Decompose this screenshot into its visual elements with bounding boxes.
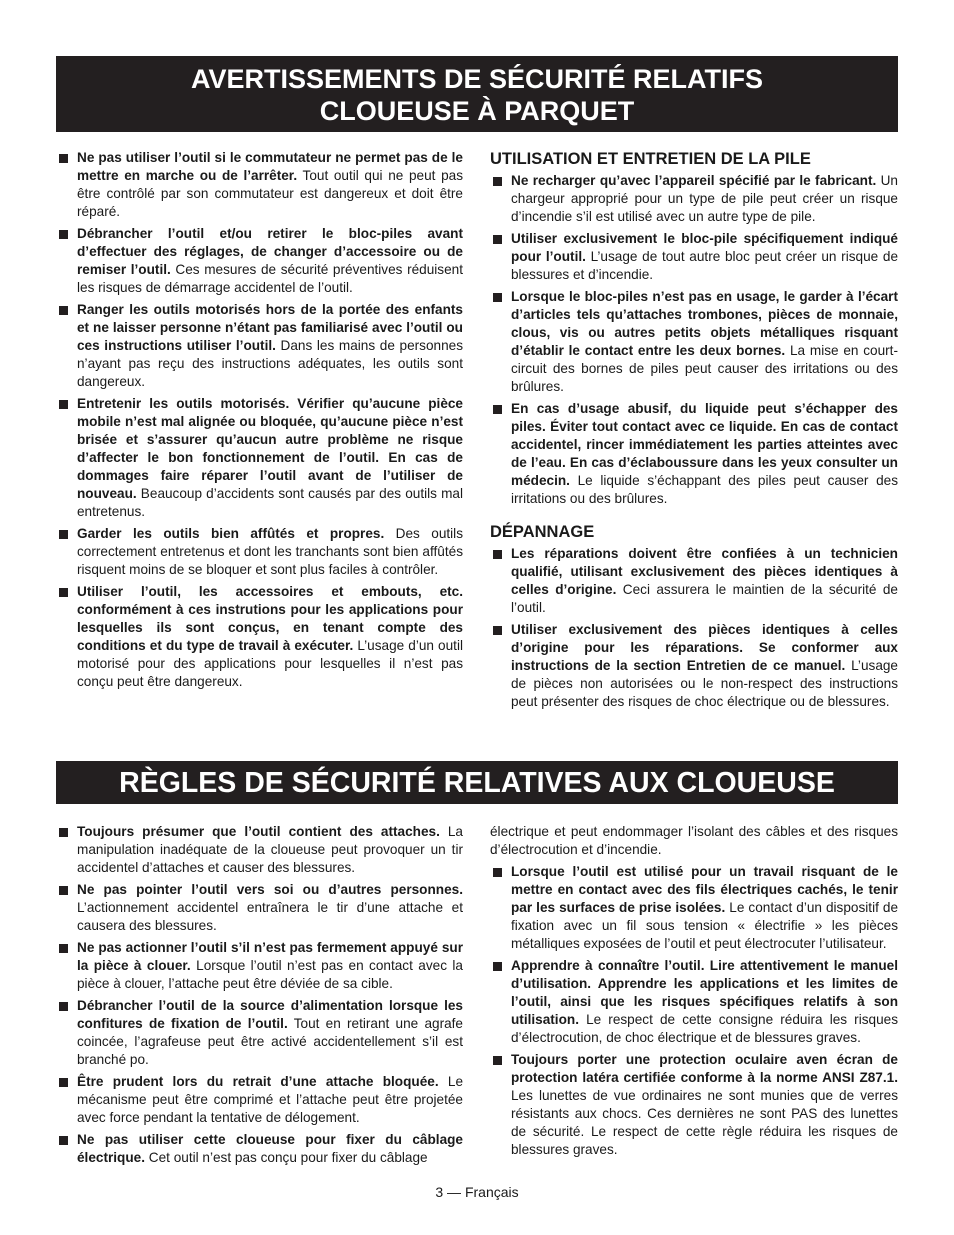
list-item — [56, 939, 463, 993]
item-text: Des outils correctement entretenus et dont les tranchants sont bien affûtés risquent moins de se bloquer et sont plus faciles à contrôler. — [77, 526, 464, 577]
item-bold: Les réparations doivent être confiées à un technicien qualifié, utilisant exclusivement des pièces identiques à celles d’origine. — [511, 546, 898, 597]
item-bold: Lorsque le bloc-piles n’est pas en usage, le garder à l’écart d’articles tels qu’attaches trombones, pièces de monnaie, clous, vis ou autres petits objets métalliques risquant d’établir le contact entre les deux bornes. — [511, 289, 898, 358]
list-item — [56, 149, 463, 221]
section-heading-service: DÉPANNAGE — [490, 523, 595, 541]
item-text: Dans les mains de personnes n’ayant pas reçu des instructions adéquates, les outils sont dangereux. — [77, 338, 463, 389]
item-text: Ceci assurera le maintien de la sécurité de l’outil. — [511, 582, 898, 615]
item-bold: Ne pas utiliser l’outil si le commutateur ne permet pas de le mettre en marche ou de l’arrêter. — [77, 150, 463, 183]
item-text: Les lunettes de vue ordinaires ne sont munies que de verres résistants aux chocs. Ces dernières ne sont PAS des lunettes de sécurité. Le respect de cette règle réduira les risques de blessures graves. — [511, 1088, 898, 1157]
item-text: Le liquide s’échappant des piles peut causer des irritations ou des brûlures. — [511, 473, 898, 506]
banner-title: RÈGLES DE SÉCURITÉ RELATIVES AUX CLOUEUSE — [119, 767, 835, 799]
list-item — [490, 957, 898, 1047]
column-nailer-rules-left — [56, 823, 463, 1171]
list-item — [490, 230, 898, 284]
banner-title-line2: CLOUEUSE À PARQUET — [319, 96, 635, 126]
item-bold: Lorsque l’outil est utilisé pour un travail risquant de le mettre en contact avec des fils électriques cachés, le tenir par les surfaces de prise isolées. — [511, 864, 898, 915]
list-item — [56, 583, 463, 691]
item-text: Le contact d’un dispositif de fixation avec un fil sous tension « électrifie » les pièces métalliques exposées de l’outil et peut électrocuter l’utilisateur. — [511, 900, 899, 951]
list-item — [56, 225, 463, 297]
item-text: L’usage de tout autre bloc peut créer un risque de blessures et d’incendie. — [511, 249, 898, 282]
item-bold: Ne pas actionner l’outil s’il n’est pas fermement appuyé sur la pièce à clouer. — [77, 940, 463, 973]
item-bold: Ranger les outils motorisés hors de la portée des enfants et ne laisser personne n’étant pas familiarisé avec l’outil ou ces instructions utiliser l’outil. — [77, 302, 463, 353]
list-item — [56, 881, 463, 935]
item-bold: Ne pas utiliser cette cloueuse pour fixer du câblage électrique. — [77, 1132, 463, 1165]
item-bold: Utiliser l’outil, les accessoires et embouts, etc. conformément à ces instrutions pour les applications pour lesquelles ils sont conçus, en tenant compte des conditions et du type de travail à exécuter. — [77, 584, 463, 653]
item-text: L’usage d’un outil motorisé pour des applications pour lesquelles il n’est pas conçu peut être dangereux. — [77, 638, 463, 689]
list-item — [56, 395, 463, 521]
item-text: Le respect de cette consigne réduira les risques d’électrocution, de choc électrique et de blessures graves. — [511, 1012, 898, 1045]
list-item — [490, 621, 898, 711]
section-banner-warnings — [56, 56, 898, 132]
list-item — [56, 823, 463, 877]
item-bold: Utiliser exclusivement des pièces identiques à celles d’origine pour les réparations. Se conformer aux instructions de la section Entretien de ce manuel. — [511, 622, 898, 673]
list-item — [56, 1131, 463, 1167]
item-bold: Débrancher l’outil et/ou retirer le bloc-piles avant d’effectuer des réglages, de changer d’accessoire ou de remiser l’outil. — [77, 226, 463, 277]
list-item — [490, 400, 898, 508]
section-heading-battery: UTILISATION ET ENTRETIEN DE LA PILE — [490, 150, 811, 168]
item-bold: Être prudent lors du retrait d’une attache bloquée. — [77, 1074, 439, 1089]
item-text: L’actionnement accidentel entraînera le tir d’une attache et causera des blessures. — [77, 900, 463, 933]
column-battery-service — [490, 149, 898, 715]
item-text: Lorsque l’outil n’est pas en contact avec la pièce à clouer, l’attache peut être déviée de sa cible. — [77, 958, 463, 991]
item-bold: Toujours porter une protection oculaire aven écran de protection latéra certifiée conforme à la norme ANSI Z87.1. — [511, 1052, 898, 1085]
list-item — [490, 1051, 898, 1159]
item-text: Cet outil n’est pas conçu pour fixer du câblage — [145, 1150, 428, 1165]
item-bold: Garder les outils bien affûtés et propres. — [77, 526, 385, 541]
item-bold: Entretenir les outils motorisés. Vérifier qu’aucune pièce mobile n’est mal alignée ou bloquée, qu’aucune pièce n’est brisée et s’assurer qu’aucun autre problème ne risque d’affecter le bon fonctionnement de l’outil. En cas de dommages faire réparer l’outil avant de l’utiliser de nouveau. — [77, 396, 463, 501]
item-bold: Toujours présumer que l’outil contient des attaches. — [77, 824, 440, 839]
item-text: La manipulation inadéquate de la cloueuse peut provoquer un tir accidentel d’attaches et causer des blessures. — [77, 824, 463, 875]
list-item — [490, 172, 898, 226]
list-item — [490, 545, 898, 617]
item-text: Un chargeur approprié pour un type de pile peut créer un risque d’incendie s’il est utilisé avec un autre type de pile. — [511, 173, 898, 224]
section-banner-nailer-rules — [56, 761, 898, 804]
column-general-warnings — [56, 149, 463, 695]
item-bold: Ne pas pointer l’outil vers soi ou d’autres personnes. — [77, 882, 463, 897]
item-text: Ces mesures de sécurité préventives réduisent les risques de démarrage accidentel de l’outil. — [77, 262, 463, 295]
banner-title-line1: AVERTISSEMENTS DE SÉCURITÉ RELATIFS — [190, 64, 764, 94]
column-nailer-rules-right — [490, 823, 898, 1163]
item-bold: Débrancher l’outil de la source d’alimentation lorsque les confitures de fixation de l’outil. — [77, 998, 463, 1031]
item-text: Tout outil qui ne peut pas être contrôlé par son commutateur est dangereux et doit être réparé. — [77, 168, 463, 219]
item-bold: Apprendre à connaître l’outil. Lire attentivement le manuel d’utilisation. Apprendre les applications et les limites de l’outil, ainsi que les risques spécifiques relatifs à son utilisation. — [511, 958, 898, 1027]
item-bold: Utiliser exclusivement le bloc-pile spécifiquement indiqué pour l’outil. — [511, 231, 898, 264]
list-item — [56, 997, 463, 1069]
item-text: Beaucoup d’accidents sont causés par des outils mal entretenus. — [77, 486, 463, 519]
item-bold: En cas d’usage abusif, du liquide peut s’échapper des piles. Éviter tout contact avec ce liquide. En cas de contact accidentel, rincer immédiatement les parties atteintes avec de l’eau. En cas d’éclaboussure dans les yeux consulter un médecin. — [511, 401, 898, 488]
list-item — [56, 1073, 463, 1127]
item-text: Le mécanisme peut être comprimé et l’attache peut être projetée avec force pendant la tentative de délogement. — [77, 1074, 463, 1125]
page-footer: 3 — Français — [435, 1184, 519, 1200]
list-item — [56, 301, 463, 391]
list-item — [490, 288, 898, 396]
item-text: La mise en court-circuit des bornes de piles peut causer des irritations ou des brûlures. — [511, 343, 898, 394]
item-text: L’usage de pièces non autorisées ou le non-respect des instructions peut présenter des risques de choc électrique ou de blessures. — [511, 658, 898, 709]
list-item — [490, 863, 898, 953]
item-bold: Ne recharger qu’avec l’appareil spécifié par le fabricant. — [511, 173, 877, 188]
list-item-continuation: électrique et peut endommager l’isolant des câbles et des risques d’électrocution et d’incendie. — [490, 824, 898, 857]
item-text: Tout en retirant une agrafe coincée, l’agrafeuse peut être activé accidentellement s’il est branché po. — [77, 1016, 463, 1067]
list-item — [56, 525, 463, 579]
